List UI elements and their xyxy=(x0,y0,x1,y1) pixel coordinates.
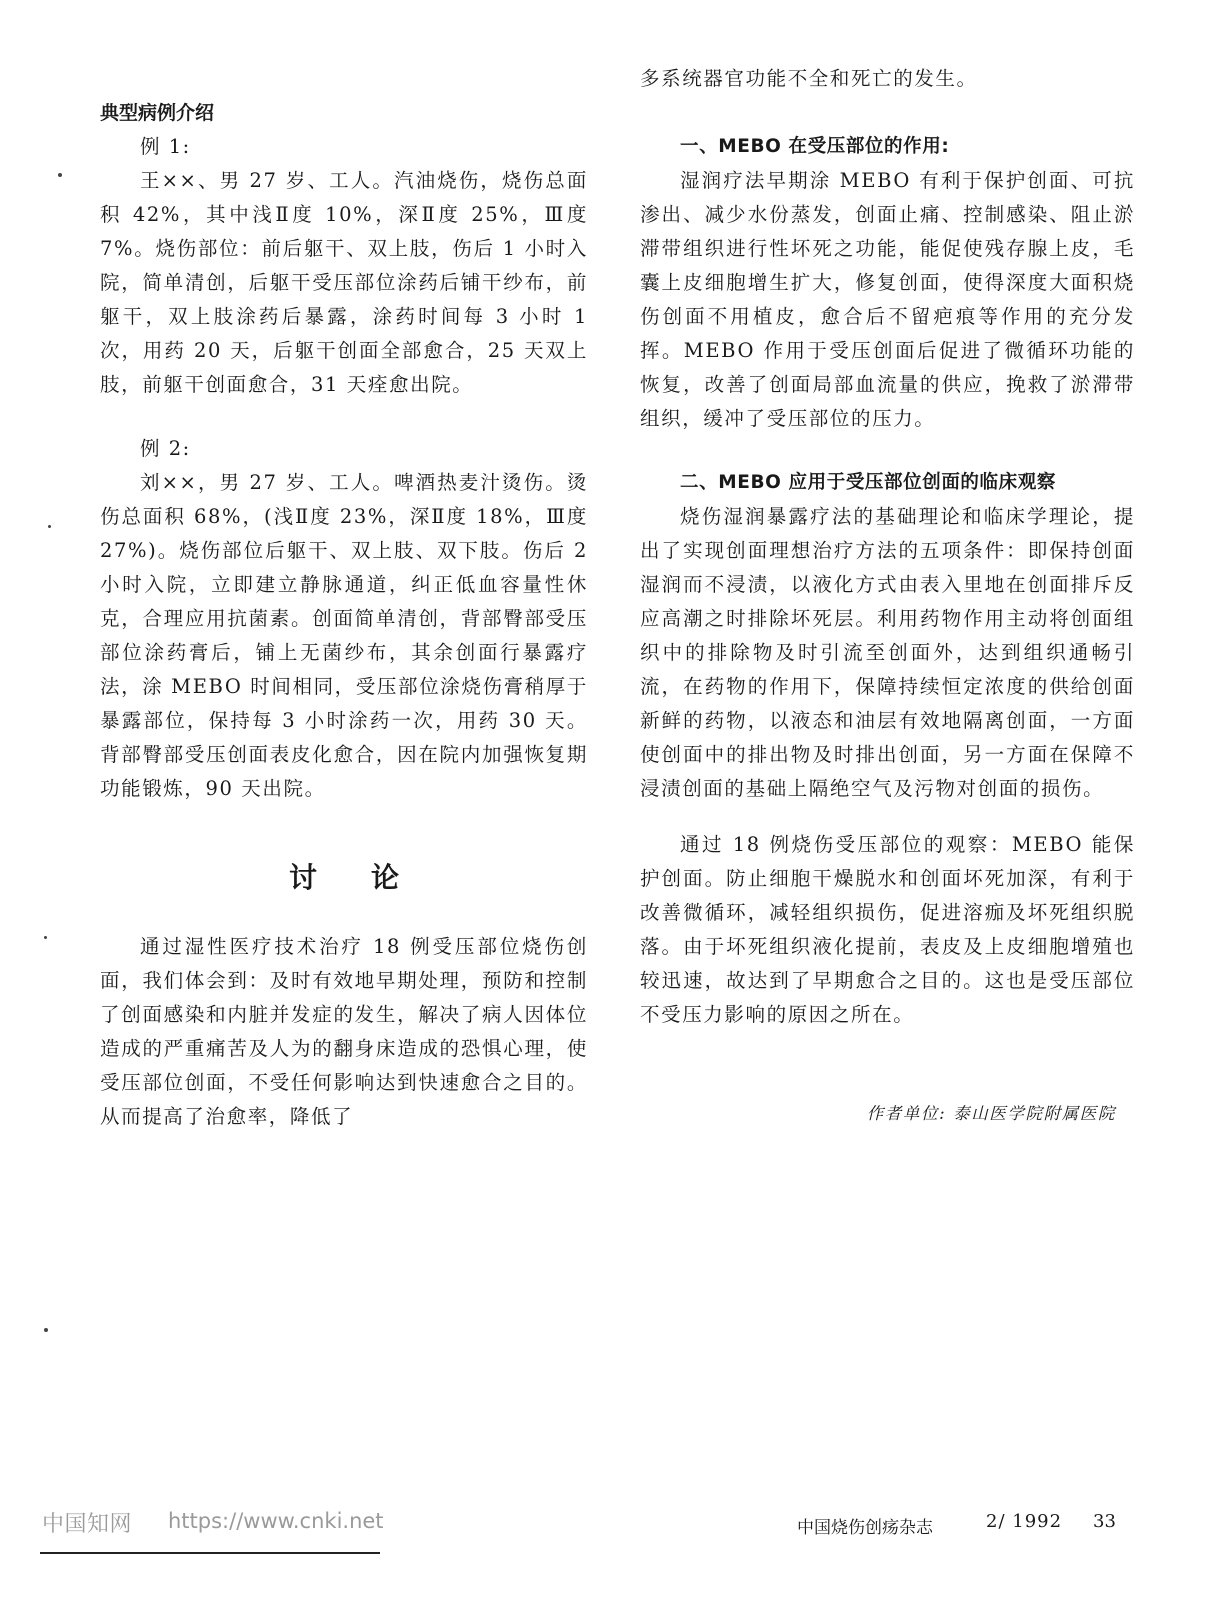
scan-speck xyxy=(48,525,51,528)
example-2-text: 刘××，男 27 岁、工人。啤酒热麦汁烫伤。烫伤总面积 68%，(浅Ⅱ度 23%，深Ⅱ度 18%，Ⅲ度 27%)。烧伤部位后躯干、双上肢、双下肢。伤后 2 小时入院，立即建立静脉通道，纠正低血容量性休克，合理应用抗菌素。创面简单清创，背部臀部受压部位涂药膏后，铺上无菌纱布，其余创面行暴露疗法，涂 MEBO 时间相同，受压部位涂烧伤膏稍厚于暴露部位，保持每 3 小时涂药一次，用药 30 天。背部臀部受压创面表皮化愈合，因在院内加强恢复期功能锻炼，90 天出院。 xyxy=(100,471,588,800)
page-number: 33 xyxy=(1093,1511,1116,1532)
discussion-text: 通过湿性医疗技术治疗 18 例受压部位烧伤创面，我们体会到：及时有效地早期处理，预防和控制了创面感染和内脏并发症的发生，解决了病人因体位造成的严重痛苦及人为的翻身床造成的恐惧心理，使受压部位创面，不受任何影响达到快速愈合之目的。从而提高了治愈率，降低了 xyxy=(100,935,588,1128)
scan-speck xyxy=(58,173,62,177)
bottom-rule xyxy=(40,1552,380,1554)
cnki-logo: 中国知网 xyxy=(42,1512,133,1537)
example-1-text: 王××、男 27 岁、工人。汽油烧伤，烧伤总面积 42%，其中浅Ⅱ度 10%，深Ⅱ度 25%，Ⅲ度 7%。烧伤部位：前后躯干、双上肢，伤后 1 小时入院，简单清创，后躯干受压部位涂药后铺干纱布，前躯干，双上肢涂药后暴露，涂药时间每 3 小时 1 次，用药 20 天，后躯干创面全部愈合，25 天双上肢，前躯干创面愈合，31 天痊愈出院。 xyxy=(100,169,588,396)
journal-issue: 2/ 1992 xyxy=(986,1511,1063,1532)
example-2-label: 例 2: xyxy=(140,437,191,460)
scan-speck xyxy=(44,1328,48,1332)
journal-name: 中国烧伤创疡杂志 xyxy=(797,1518,933,1538)
author-affiliation: 作者单位: 泰山医学院附属医院 xyxy=(866,1104,1116,1123)
example-1-label: 例 1: xyxy=(140,135,191,158)
section-2-text-2: 通过 18 例烧伤受压部位的观察：MEBO 能保护创面。防止细胞干燥脱水和创面坏死加深，有利于改善微循环，减轻组织损伤，促进溶痂及坏死组织脱落。由于坏死组织液化提前，表皮及上皮细胞增殖也较迅速，故达到了早期愈合之目的。这也是受压部位不受压力影响的原因之所在。 xyxy=(640,833,1135,1026)
continuation-text: 多系统器官功能不全和死亡的发生。 xyxy=(640,67,978,90)
section-2-heading: 二、MEBO 应用于受压部位创面的临床观察 xyxy=(680,472,1056,493)
section-1-text: 湿润疗法早期涂 MEBO 有利于保护创面、可抗渗出、减少水份蒸发，创面止痛、控制感染、阻止淤滞带组织进行性坏死之功能，能促使残存腺上皮，毛囊上皮细胞增生扩大，修复创面，使得深度大面积烧伤创面不用植皮，愈合后不留疤痕等作用的充分发挥。MEBO 作用于受压创面后促进了微循环功能的恢复，改善了创面局部血流量的供应，挽救了淤滞带组织，缓冲了受压部位的压力。 xyxy=(640,169,1135,430)
case-heading: 典型病例介绍 xyxy=(100,102,215,124)
scan-speck xyxy=(44,936,47,939)
section-1-heading: 一、MEBO 在受压部位的作用: xyxy=(680,136,950,157)
section-2-text-1: 烧伤湿润暴露疗法的基础理论和临床学理论，提出了实现创面理想治疗方法的五项条件：即保持创面湿润而不浸渍，以液化方式由表入里地在创面排斥反应高潮之时排除坏死层。利用药物作用主动将创面组织中的排除物及时引流至创面外，达到组织通畅引流，在药物的作用下，保障持续恒定浓度的供给创面新鲜的药物，以液态和油层有效地隔离创面，一方面使创面中的排出物及时排出创面，另一方面在保障不浸渍创面的基础上隔绝空气及污物对创面的损伤。 xyxy=(640,505,1135,800)
cnki-url: https://www.cnki.net xyxy=(168,1509,384,1533)
discussion-title: 讨论 xyxy=(288,861,453,894)
